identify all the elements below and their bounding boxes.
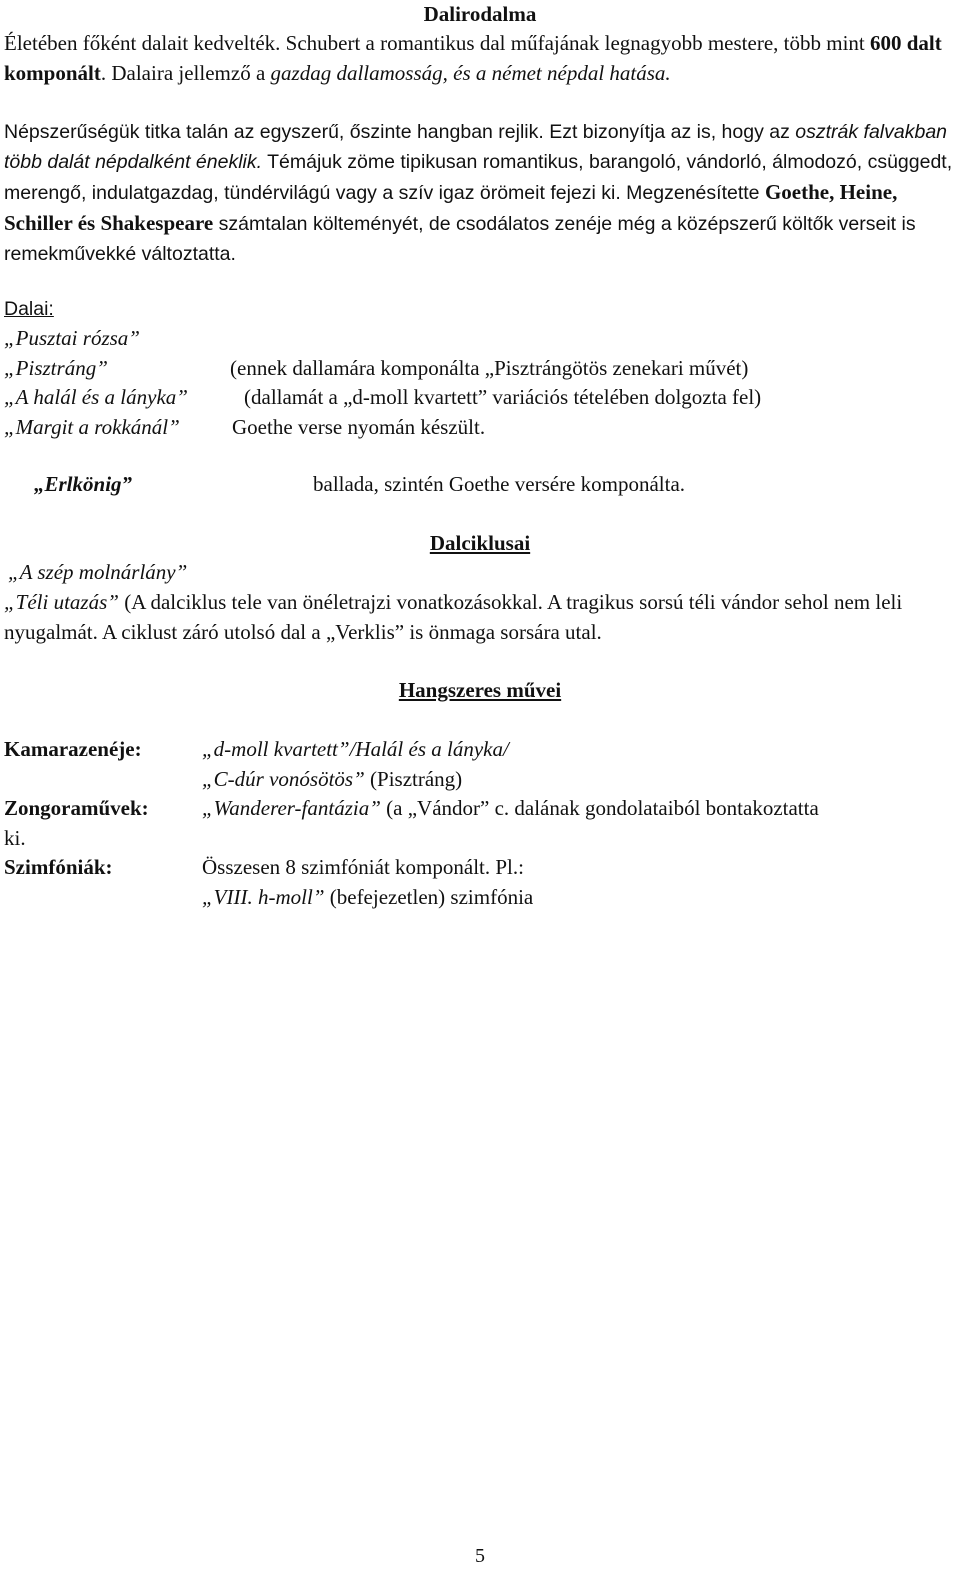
intro-text: Megzenésítette [620, 182, 765, 204]
symphony-work [202, 883, 533, 913]
song-note: (dallamát a „d-moll kvartett” variációs tételében dolgozta fel) [244, 385, 762, 409]
cycles-heading-text: Dalciklusai [429, 531, 531, 555]
cycle-item: „A szép molnárlány” [8, 560, 188, 584]
intro-text: Témájuk zöme tipikusan romantikus, barangoló, vándorló, álmodozó, csüggedt, merengő, indulatgazdag, tündérvilágú vagy a szív igaz örömeit fejezi ki. [4, 151, 953, 204]
song-note: (ennek dallamára komponálta „Pisztrángötös zenekari művét) [230, 355, 749, 380]
erlkonig-row [4, 470, 956, 500]
list-item [4, 413, 956, 443]
song-title: „Pisztráng” [4, 355, 108, 380]
list-item [4, 794, 956, 824]
song-title: „Margit a rokkánál” [4, 414, 180, 439]
work-note: (Pisztráng) [364, 766, 463, 791]
instrumental-heading [4, 676, 956, 706]
work-note: (a „Vándor” c. dalának gondolataiból bontakoztatta [380, 796, 819, 820]
piano-work-continued: ki. [4, 825, 26, 850]
instrumental-list [4, 735, 956, 912]
list-item [4, 324, 956, 354]
intro-text: számtalan költeményét, de csodálatos zenéje még a középszerű költők verseit is remekművekké változtatta. [4, 213, 916, 265]
erlkonig-note: ballada, szintén Goethe versére komponálta. [313, 472, 686, 496]
symphony-label: Szimfóniák: [4, 855, 113, 879]
songs-list [4, 324, 956, 442]
list-item [4, 765, 956, 795]
work-note: (befejezetlen) szimfónia [324, 884, 534, 909]
cycles-heading [4, 529, 956, 559]
cycle-item-2 [4, 588, 956, 647]
intro-paragraph-1 [4, 29, 956, 88]
song-note: Goethe verse nyomán készült. [232, 414, 486, 439]
intro-text: Népszerűségük titka talán az egyszerű, őszinte hangban rejlik. Ezt bizonyítja az is, hogy az [4, 121, 796, 143]
list-item [4, 883, 956, 913]
list-item [4, 383, 956, 413]
section-title: Dalirodalma [423, 2, 537, 26]
piano-work [202, 794, 819, 824]
symphony-text: Összesen 8 szimfóniát komponált. Pl.: [202, 855, 524, 879]
work-title: „Wanderer-fantázia” [202, 796, 381, 820]
songs-heading: Dalai: [4, 298, 54, 320]
chamber-label: Kamarazenéje: [4, 737, 142, 761]
chamber-work-1: „d-moll kvartett”/Halál és a lányka/ [202, 737, 509, 761]
intro-italic: osztrák falvakban több dalát népdalként éneklik. [4, 121, 948, 173]
cycle-title: „Téli utazás” [4, 590, 119, 614]
piano-label: Zongoraművek: [4, 796, 149, 820]
song-title: „Pusztai rózsa” [4, 326, 140, 350]
intro-text: Életében főként dalait kedvelték. Schubert a romantikus dal műfajának legnagyobb mestere, több mint [4, 31, 870, 55]
work-title: „C-dúr vonósötös” [202, 766, 365, 791]
erlkonig-title: „Erlkönig” [34, 472, 133, 496]
page-number: 5 [475, 1545, 485, 1567]
intro-bold: 600 dalt komponált [4, 31, 942, 85]
list-item [4, 853, 956, 883]
list-item [4, 735, 956, 765]
chamber-work-2 [202, 765, 462, 795]
song-title: „A halál és a lányka” [4, 385, 188, 409]
instrumental-heading-text: Hangszeres művei [398, 678, 562, 702]
intro-italic: gazdag dallamosság, és a német népdal hatása. [270, 60, 671, 85]
cycle-description: (A dalciklus tele van önéletrajzi vonatkozásokkal. A tragikus sorsú téli vándor sehol nem leli nyugalmát. A ciklust záró utolsó dal a „Verklis” is önmaga sorsára utal. [4, 590, 903, 644]
list-item [4, 354, 956, 384]
work-title: „VIII. h-moll” [202, 884, 325, 909]
intro-paragraph-2 [4, 117, 956, 269]
poets-bold: Goethe, Heine, Schiller és Shakespeare [4, 180, 898, 235]
list-item [4, 824, 956, 854]
intro-text: . Dalaira jellemző a [100, 60, 271, 85]
